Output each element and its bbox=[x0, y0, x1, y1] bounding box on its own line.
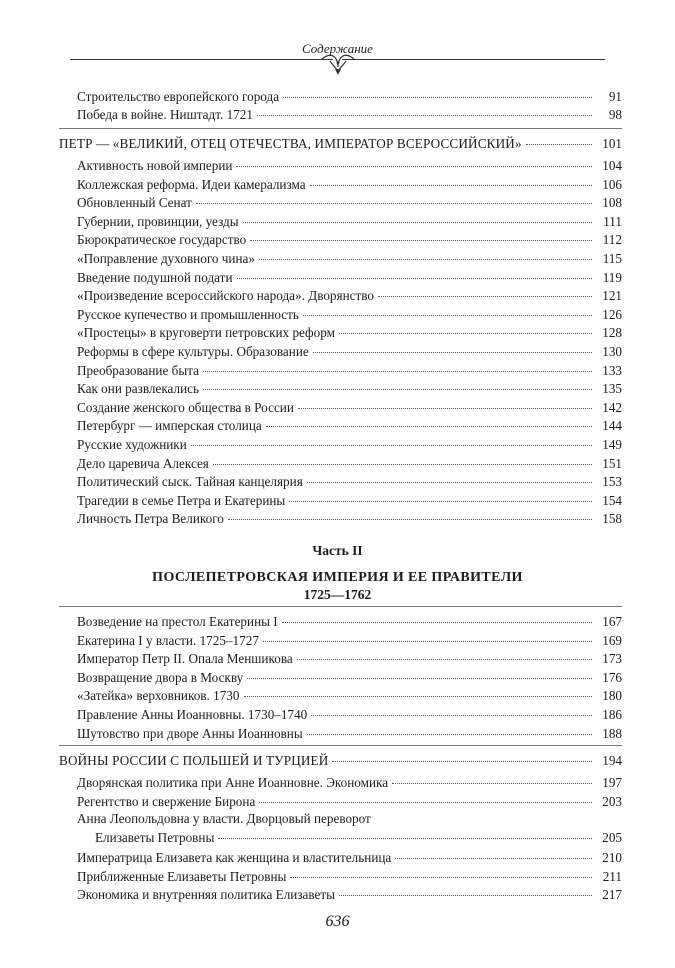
dot-leader bbox=[203, 370, 592, 372]
toc-entry bbox=[77, 868, 622, 886]
entry-title: Император Петр II. Опала Меншикова bbox=[77, 651, 293, 667]
entry-title: «Произведение всероссийского народа». Дворянство bbox=[77, 288, 374, 304]
entry-page: 203 bbox=[602, 793, 622, 809]
toc-entry bbox=[77, 849, 622, 867]
dot-leader bbox=[228, 518, 592, 520]
running-header bbox=[0, 40, 675, 80]
entry-page: 158 bbox=[602, 511, 622, 527]
toc-entry bbox=[77, 632, 622, 650]
toc-entry bbox=[77, 886, 622, 904]
dot-leader bbox=[203, 388, 592, 390]
dot-leader bbox=[266, 425, 592, 427]
entry-title: Возвращение двора в Москву bbox=[77, 669, 244, 685]
entry-page: 169 bbox=[602, 632, 622, 648]
section-divider bbox=[59, 606, 622, 607]
entry-title: Петербург — имперская столица bbox=[77, 418, 262, 434]
toc-entry bbox=[95, 829, 622, 847]
entry-title: Создание женского общества в России bbox=[77, 399, 294, 415]
entry-title: Преобразование быта bbox=[77, 362, 199, 378]
entry-title: Губернии, провинции, уезды bbox=[77, 213, 239, 229]
dot-leader bbox=[218, 837, 592, 839]
entry-page: 205 bbox=[602, 830, 622, 845]
entry-title: Победа в войне. Ништадт. 1721 bbox=[77, 107, 253, 122]
dot-leader bbox=[250, 239, 592, 241]
dot-leader bbox=[263, 640, 592, 642]
entry-page: 188 bbox=[602, 725, 622, 741]
toc-entry bbox=[77, 306, 622, 324]
dot-leader bbox=[244, 695, 593, 697]
entry-title: Императрица Елизавета как женщина и властительница bbox=[77, 850, 392, 865]
page-number: 636 bbox=[325, 913, 350, 930]
entry-title: Трагедии в семье Петра и Екатерины bbox=[77, 492, 286, 508]
entry-title: Коллежская реформа. Идеи камерализма bbox=[77, 176, 306, 192]
ornament-icon bbox=[318, 52, 358, 78]
toc-entry bbox=[77, 399, 622, 417]
entry-page: 151 bbox=[602, 455, 622, 471]
entry-title: Обновленный Сенат bbox=[77, 195, 192, 211]
entry-page: 154 bbox=[602, 492, 622, 508]
entry-title: «Поправление духовного чина» bbox=[77, 251, 255, 266]
toc-entry bbox=[77, 492, 622, 510]
entry-page: 176 bbox=[602, 669, 622, 685]
toc-entry bbox=[77, 706, 622, 724]
entry-title: Активность новой империи bbox=[77, 158, 233, 173]
entry-title-line1: Анна Леопольдовна у власти. Дворцовый переворот bbox=[77, 811, 371, 826]
entry-title: Русское купечество и промышленность bbox=[77, 306, 299, 322]
entry-title: Реформы в сфере культуры. Образование bbox=[77, 344, 309, 359]
entry-title-line2: Елизаветы Петровны bbox=[95, 830, 215, 845]
dot-leader bbox=[332, 760, 592, 762]
toc-entry bbox=[77, 473, 622, 491]
entry-page: 111 bbox=[603, 213, 622, 229]
toc-entry bbox=[77, 250, 622, 268]
dot-leader bbox=[298, 407, 592, 409]
section-divider bbox=[59, 745, 622, 746]
entry-page: 98 bbox=[608, 107, 622, 122]
toc-entry bbox=[77, 669, 622, 687]
entry-page: 144 bbox=[602, 418, 622, 434]
entry-title: Дело царевича Алексея bbox=[77, 455, 209, 471]
toc-entry bbox=[77, 436, 622, 454]
dot-leader bbox=[247, 677, 592, 679]
dot-leader bbox=[237, 277, 593, 279]
dot-leader bbox=[297, 658, 592, 660]
entry-page: 133 bbox=[602, 362, 622, 378]
toc-entry bbox=[77, 106, 622, 124]
dot-leader bbox=[213, 463, 592, 465]
toc-entry bbox=[77, 650, 622, 668]
toc-entry bbox=[77, 269, 622, 287]
entry-page: 106 bbox=[602, 176, 622, 192]
dot-leader bbox=[236, 165, 592, 167]
toc-entry bbox=[77, 343, 622, 361]
dot-leader bbox=[303, 314, 592, 316]
entry-page: 135 bbox=[602, 381, 622, 397]
entry-title: Екатерина I у власти. 1725–1727 bbox=[77, 632, 259, 648]
entry-title: Политический сыск. Тайная канцелярия bbox=[77, 474, 303, 490]
toc-entry bbox=[77, 287, 622, 305]
entry-title: Регентство и свержение Бирона bbox=[77, 793, 256, 809]
toc-entry bbox=[77, 231, 622, 249]
dot-leader bbox=[289, 500, 592, 502]
dot-leader bbox=[259, 801, 592, 803]
entry-page: 91 bbox=[608, 89, 622, 104]
toc-entry bbox=[77, 687, 622, 705]
header-rule-left bbox=[70, 59, 333, 60]
toc-entry bbox=[77, 362, 622, 380]
entry-title: Личность Петра Великого bbox=[77, 511, 224, 527]
section-divider bbox=[59, 128, 622, 129]
toc-section-heading bbox=[59, 135, 622, 153]
dot-leader bbox=[310, 184, 592, 186]
entry-title: Приближенные Елизаветы Петровны bbox=[77, 868, 287, 884]
toc-entry bbox=[77, 455, 622, 473]
entry-page: 167 bbox=[602, 614, 622, 629]
entry-title: Правление Анны Иоанновны. 1730–1740 bbox=[77, 707, 308, 722]
entry-title: Русские художники bbox=[77, 437, 187, 452]
entry-page: 128 bbox=[602, 325, 622, 341]
entry-title: Строительство европейского города bbox=[77, 89, 280, 104]
entry-title: «Затейка» верховников. 1730 bbox=[77, 688, 240, 704]
part-title: ПОСЛЕПЕТРОВСКАЯ ИМПЕРИЯ И ЕЕ ПРАВИТЕЛИ bbox=[152, 570, 523, 585]
entry-page: 126 bbox=[602, 306, 622, 322]
dot-leader bbox=[282, 621, 592, 623]
dot-leader bbox=[395, 857, 592, 859]
section-page: 101 bbox=[602, 136, 622, 151]
toc-entry bbox=[77, 774, 622, 792]
entry-title: Введение подушной подати bbox=[77, 269, 233, 285]
toc-entry bbox=[77, 417, 622, 435]
dot-leader bbox=[243, 221, 592, 223]
toc-entry bbox=[77, 613, 622, 631]
toc-entry bbox=[77, 510, 622, 528]
entry-page: 197 bbox=[602, 775, 622, 790]
dot-leader bbox=[339, 332, 592, 334]
dot-leader bbox=[257, 114, 592, 116]
part-years: 1725—1762 bbox=[303, 587, 372, 602]
dot-leader bbox=[196, 202, 592, 204]
entry-page: 149 bbox=[602, 437, 622, 452]
toc-entry bbox=[77, 194, 622, 212]
entry-title: Бюрократическое государство bbox=[77, 232, 247, 248]
dot-leader bbox=[259, 258, 592, 260]
entry-page: 173 bbox=[602, 651, 622, 667]
entry-page: 119 bbox=[602, 269, 622, 285]
toc-entry bbox=[77, 157, 622, 175]
section-page: 194 bbox=[602, 753, 622, 768]
entry-title: Как они развлекались bbox=[77, 381, 200, 397]
entry-page: 130 bbox=[602, 344, 622, 359]
entry-page: 108 bbox=[602, 195, 622, 211]
dot-leader bbox=[283, 96, 592, 98]
entry-title: Экономика и внутренняя политика Елизаветы bbox=[77, 887, 336, 903]
dot-leader bbox=[526, 143, 592, 145]
entry-page: 153 bbox=[602, 474, 622, 490]
entry-page: 142 bbox=[602, 399, 622, 415]
entry-page: 180 bbox=[602, 688, 622, 704]
toc-entry bbox=[77, 176, 622, 194]
toc-entry bbox=[77, 380, 622, 398]
entry-title: Шутовство при дворе Анны Иоанновны bbox=[77, 725, 303, 741]
entry-page: 104 bbox=[602, 158, 622, 173]
entry-title: Возведение на престол Екатерины I bbox=[77, 614, 278, 629]
dot-leader bbox=[307, 733, 592, 735]
toc-entry bbox=[77, 88, 622, 106]
section-title: ВОЙНЫ РОССИИ С ПОЛЬШЕЙ И ТУРЦИЕЙ bbox=[59, 753, 329, 768]
entry-title: Дворянская политика при Анне Иоанновне. Экономика bbox=[77, 775, 389, 790]
toc-entry bbox=[77, 725, 622, 743]
entry-page: 211 bbox=[602, 868, 622, 884]
toc-entry bbox=[77, 213, 622, 231]
dot-leader bbox=[378, 295, 592, 297]
toc-section-heading bbox=[59, 752, 622, 770]
entry-page: 121 bbox=[602, 288, 622, 304]
entry-page: 217 bbox=[602, 887, 622, 903]
dot-leader bbox=[307, 481, 592, 483]
section-title: ПЕТР — «ВЕЛИКИЙ, ОТЕЦ ОТЕЧЕСТВА, ИМПЕРАТОР ВСЕРОССИЙСКИЙ» bbox=[59, 136, 522, 151]
header-title: Содержание bbox=[302, 41, 373, 56]
dot-leader bbox=[311, 714, 592, 716]
part-label: Часть II bbox=[312, 543, 363, 558]
entry-page: 186 bbox=[602, 707, 622, 722]
dot-leader bbox=[191, 444, 592, 446]
toc-entry bbox=[77, 324, 622, 342]
entry-title: «Простецы» в круговерти петровских реформ bbox=[77, 325, 335, 341]
toc-entry bbox=[77, 793, 622, 811]
entry-page: 115 bbox=[602, 251, 622, 266]
dot-leader bbox=[290, 876, 592, 878]
dot-leader bbox=[313, 351, 592, 353]
entry-page: 112 bbox=[602, 232, 622, 248]
header-rule-right bbox=[342, 59, 605, 60]
entry-page: 210 bbox=[602, 850, 622, 865]
dot-leader bbox=[392, 782, 592, 784]
dot-leader bbox=[339, 894, 592, 896]
